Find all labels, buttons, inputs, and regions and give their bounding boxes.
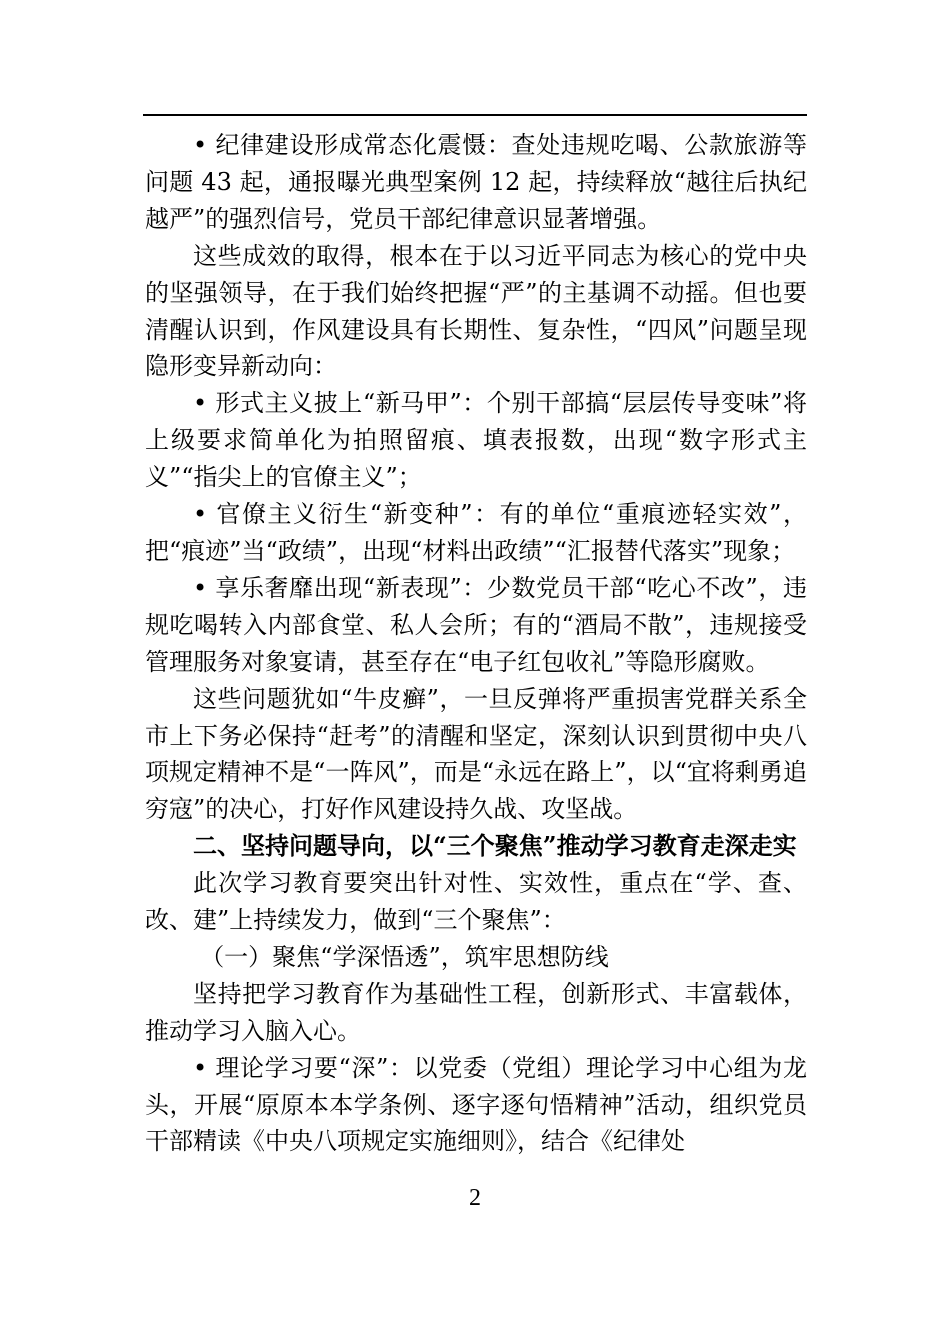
header-rule <box>143 114 807 116</box>
paragraph-theory-study: • 理论学习要“深”：以党委（党组）理论学习中心组为龙头，开展“原原本本学条例、逐字逐句悟精神”活动，组织党员干部精读《中央八项规定实施细则》，结合《纪律处 <box>145 1053 807 1156</box>
paragraph-foundational-study: 坚持把学习教育作为基础性工程，创新形式、丰富载体，推动学习入脑入心。 <box>145 979 807 1045</box>
paragraph-achievements-root: 这些成效的取得，根本在于以习近平同志为核心的党中央的坚强领导，在于我们始终把握“严”的主基调不动摇。但也要清醒认识到，作风建设具有长期性、复杂性，“四风”问题呈现隐形变异新动向： <box>145 241 807 381</box>
paragraph-problems-warning: 这些问题犹如“牛皮癣”，一旦反弹将严重损害党群关系全市上下务必保持“赶考”的清醒和坚定，深刻认识到贯彻中央八项规定精神不是“一阵风”，而是“永远在路上”，以“宜将剩勇追穷寇”的决心，打好作风建设持久战、攻坚战。 <box>145 684 807 824</box>
section-heading: 二、坚持问题导向，以“三个聚焦”推动学习教育走深走实 <box>193 831 797 861</box>
paragraph-bureaucratism: • 官僚主义衍生“新变种”：有的单位“重痕迹轻实效”，把“痕迹”当“政绩”，出现“材料出政绩”“汇报替代落实”现象； <box>145 500 807 565</box>
body-text <box>145 127 807 1160</box>
paragraph-three-focuses: 此次学习教育要突出针对性、实效性，重点在“学、查、改、建”上持续发力，做到“三个聚焦”： <box>145 869 807 935</box>
subsection-heading: （一）聚焦“学深悟透”，筑牢思想防线 <box>200 942 609 971</box>
paragraph-formalism: • 形式主义披上“新马甲”：个别干部搞“层层传导变味”将上级要求简单化为拍照留痕、填表报数，出现“数字形式主义”“指尖上的官僚主义”； <box>145 389 807 492</box>
paragraph-discipline-deterrence: • 纪律建设形成常态化震慑：查处违规吃喝、公款旅游等问题 43 起，通报曝光典型案例 12 起，持续释放“越往后执纪越严”的强烈信号，党员干部纪律意识显著增强。 <box>145 131 807 233</box>
paragraph-hedonism: • 享乐奢靡出现“新表现”：少数党员干部“吃心不改”，违规吃喝转入内部食堂、私人会所；有的“酒局不散”，违规接受管理服务对象宴请，甚至存在“电子红包收礼”等隐形腐败。 <box>145 573 807 676</box>
page-number: 2 <box>469 1185 481 1211</box>
